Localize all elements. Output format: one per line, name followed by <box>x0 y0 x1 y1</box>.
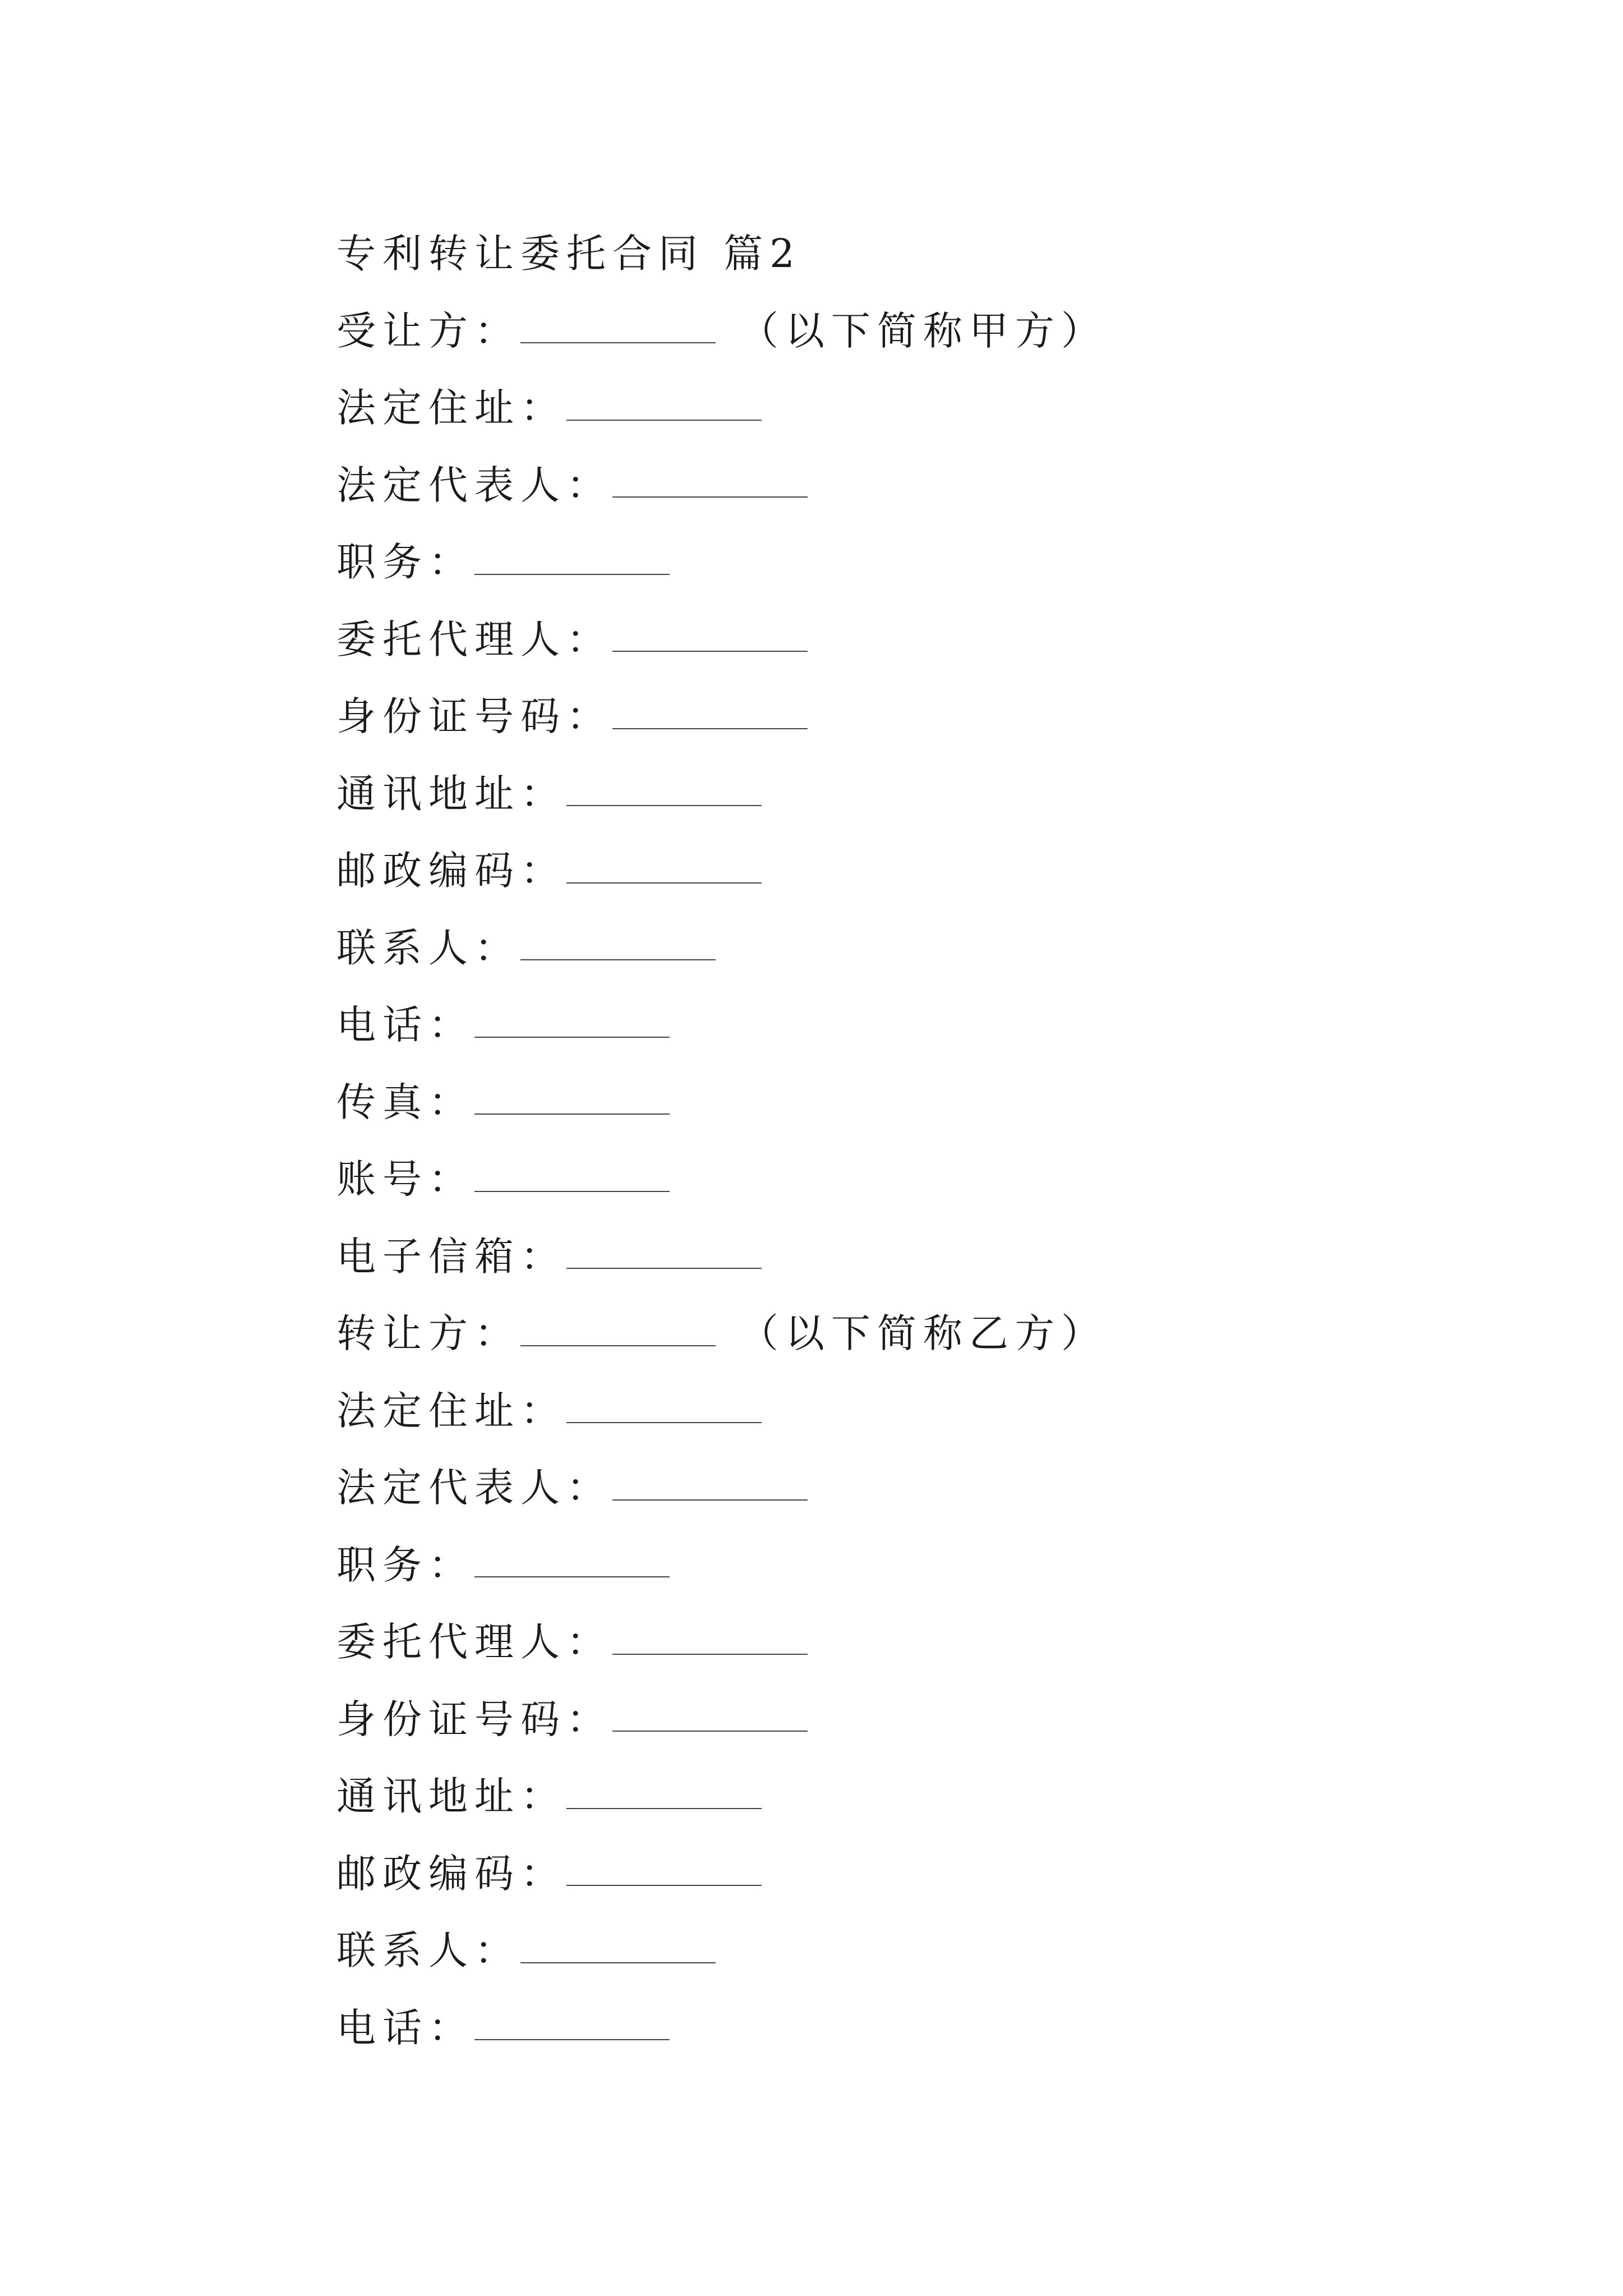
field-blank[interactable] <box>520 1932 716 1963</box>
party-b-header <box>336 1292 1402 1369</box>
party-b-label: 转让方： <box>336 1310 520 1357</box>
field-label: 法定代表人： <box>336 1465 612 1511</box>
party-a-label: 受让方： <box>336 307 520 354</box>
party-a-field-mailing-address <box>336 752 1402 830</box>
field-blank[interactable] <box>612 698 808 729</box>
field-label: 通讯地址： <box>336 1773 566 1820</box>
party-a-field-email <box>336 1215 1402 1292</box>
party-b-field-mailing-address <box>336 1755 1402 1832</box>
field-label: 身份证号码： <box>336 693 612 740</box>
field-blank[interactable] <box>520 929 716 960</box>
field-label: 通讯地址： <box>336 770 566 817</box>
party-a-field-id-number <box>336 675 1402 752</box>
party-a-field-account <box>336 1138 1402 1215</box>
party-b-field-legal-rep <box>336 1446 1402 1524</box>
party-b-field-agent <box>336 1600 1402 1678</box>
document-title: 专利转让委托合同 篇2 <box>336 231 801 277</box>
party-b-field-position <box>336 1524 1402 1601</box>
field-label: 委托代理人： <box>336 616 612 662</box>
field-label: 电话： <box>336 2004 474 2051</box>
party-b-field-address <box>336 1369 1402 1447</box>
field-label: 传真： <box>336 1079 474 1125</box>
field-label: 法定住址： <box>336 1387 566 1434</box>
field-label: 电话： <box>336 1002 474 1048</box>
field-label: 法定代表人： <box>336 462 612 508</box>
party-a-field-fax <box>336 1061 1402 1138</box>
field-blank[interactable] <box>566 1778 762 1809</box>
party-b-field-id-number <box>336 1678 1402 1755</box>
field-blank[interactable] <box>612 466 808 498</box>
party-a-field-address <box>336 366 1402 444</box>
field-label: 委托代理人： <box>336 1619 612 1665</box>
party-b-field-contact <box>336 1909 1402 1986</box>
field-blank[interactable] <box>612 620 808 652</box>
field-blank[interactable] <box>474 1083 670 1115</box>
field-blank[interactable] <box>474 2009 670 2040</box>
field-blank[interactable] <box>474 544 670 575</box>
field-blank[interactable] <box>474 1161 670 1192</box>
field-blank[interactable] <box>566 1237 762 1269</box>
party-a-field-legal-rep <box>336 444 1402 521</box>
field-blank[interactable] <box>566 1392 762 1423</box>
party-a-field-agent <box>336 598 1402 675</box>
party-a-field-postcode <box>336 829 1402 907</box>
field-label: 联系人： <box>336 1927 520 1974</box>
field-blank[interactable] <box>612 1700 808 1732</box>
field-blank[interactable] <box>612 1623 808 1655</box>
field-label: 职务： <box>336 539 474 586</box>
field-blank[interactable] <box>566 389 762 421</box>
field-label: 邮政编码： <box>336 1850 566 1897</box>
party-b-suffix: （以下简称乙方） <box>739 1310 1107 1357</box>
field-label: 邮政编码： <box>336 848 566 894</box>
field-label: 身份证号码： <box>336 1696 612 1742</box>
field-label: 电子信箱： <box>336 1233 566 1280</box>
field-label: 职务： <box>336 1542 474 1588</box>
party-b-name-blank[interactable] <box>520 1315 716 1346</box>
party-a-field-phone <box>336 983 1402 1061</box>
field-label: 账号： <box>336 1156 474 1203</box>
party-a-field-position <box>336 521 1402 598</box>
field-blank[interactable] <box>566 1855 762 1886</box>
party-a-field-contact <box>336 907 1402 984</box>
party-b-field-phone <box>336 1986 1402 2064</box>
field-blank[interactable] <box>566 775 762 806</box>
field-blank[interactable] <box>612 1469 808 1501</box>
contract-body <box>336 212 1402 2063</box>
field-label: 联系人： <box>336 924 520 971</box>
party-a-suffix: （以下简称甲方） <box>739 307 1107 354</box>
field-blank[interactable] <box>474 1546 670 1577</box>
party-a-header <box>336 289 1402 367</box>
party-a-name-blank[interactable] <box>520 312 716 343</box>
field-blank[interactable] <box>566 852 762 884</box>
field-label: 法定住址： <box>336 385 566 431</box>
party-b-field-postcode <box>336 1832 1402 1910</box>
field-blank[interactable] <box>474 1006 670 1038</box>
